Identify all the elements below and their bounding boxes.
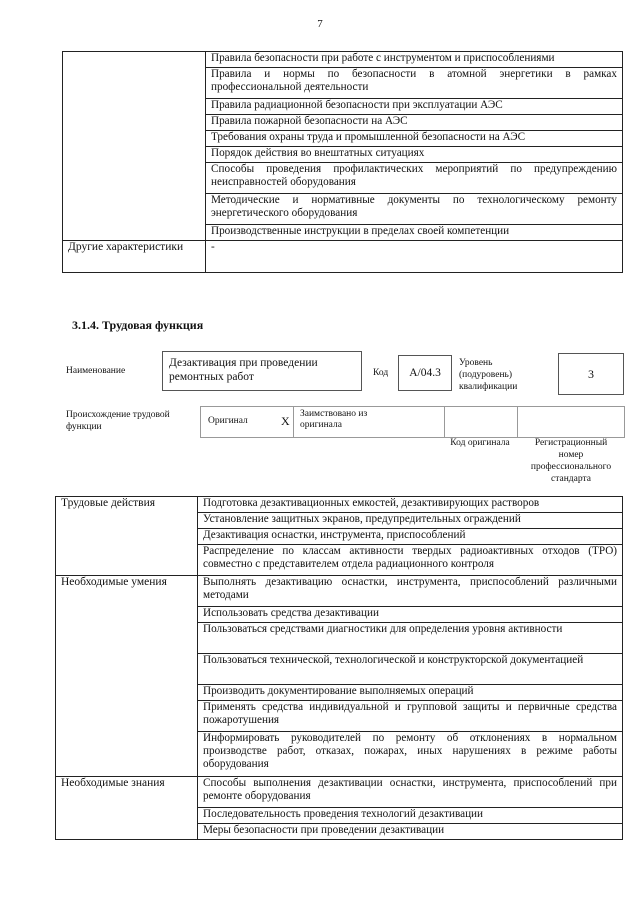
page-number: 7 (317, 18, 323, 30)
knowledge-label: Необходимые знания (56, 777, 198, 840)
original-mark: X (281, 414, 290, 428)
table-row: Порядок действия во внештатных ситуациях (206, 147, 623, 163)
labor-function-table (55, 496, 623, 840)
actions-label: Трудовые действия (56, 497, 198, 576)
table-row: Правила безопасности при работе с инструментом и приспособлениями (206, 52, 623, 68)
table-row: Производить документирование выполняемых операций (198, 685, 623, 701)
table-row: Требования охраны труда и промышленной безопасности на АЭС (206, 131, 623, 147)
table-row: Последовательность проведения технологий дезактивации (198, 808, 623, 824)
function-name-value: Дезактивация при проведении ремонтных работ (169, 357, 318, 383)
skills-label: Необходимые умения (56, 576, 198, 777)
code-label: Код (373, 368, 389, 378)
table-row: Пользоваться технической, технологической и конструкторской документацией (198, 654, 623, 685)
borrowed-box (293, 406, 445, 438)
table-row: Выполнять дезактивацию оснастки, инструмента, приспособлений различными методами (198, 576, 623, 607)
other-characteristics-value: - (206, 241, 623, 273)
original-box (200, 406, 294, 438)
table-row: Способы выполнения дезактивации оснастки, инструмента, приспособлений при ремонте оборудования (198, 777, 623, 808)
function-name-box (162, 351, 362, 391)
table-row: Методические и нормативные документы по технологическому ремонту энергетического оборудования (206, 194, 623, 225)
name-label: Наименование (66, 366, 126, 376)
level-label: Уровень (подуровень) квалификации (459, 358, 518, 392)
other-characteristics-label: Другие характеристики (63, 241, 206, 273)
table-row: Правила радиационной безопасности при эксплуатации АЭС (206, 99, 623, 115)
table-row: Использовать средства дезактивации (198, 607, 623, 623)
table-row: Правила и нормы по безопасности в атомной энергетики в рамках профессиональной деятельности (206, 68, 623, 99)
section-heading: 3.1.4. Трудовая функция (72, 318, 204, 332)
code-original-label: Код оригинала (450, 438, 510, 448)
table-row: Способы проведения профилактических мероприятий по предупреждению неисправностей оборудования (206, 163, 623, 194)
reg-number-label: Регистрационный номер профессионального стандарта (530, 438, 612, 484)
table-row: Дезактивация оснастки, инструмента, приспособлений (198, 529, 623, 545)
table-row: Информировать руководителей по ремонту об отклонениях в нормальном производстве работ, отказах, пожарах, иных нарушениях в режиме работы оборудования (198, 732, 623, 777)
table-row: Распределение по классам активности твердых радиоактивных отходов (ТРО) совместно с представителем отдела радиационного контроля (198, 545, 623, 576)
table-row: Правила пожарной безопасности на АЭС (206, 115, 623, 131)
table-row: Пользоваться средствами диагностики для определения уровня активности (198, 623, 623, 654)
reg-number-box (517, 406, 625, 438)
code-original-box (444, 406, 518, 438)
code-value: A/04.3 (398, 355, 452, 391)
level-value: 3 (558, 353, 624, 395)
table-row: Производственные инструкции в пределах своей компетенции (206, 225, 623, 241)
table-row: Установление защитных экранов, предупредительных ограждений (198, 513, 623, 529)
knowledge-continuation-table (62, 51, 623, 273)
table-row: Меры безопасности при проведении дезактивации (198, 824, 623, 840)
table-row: Подготовка дезактивационных емкостей, дезактивирующих растворов (198, 497, 623, 513)
original-label: Оригинал (208, 416, 248, 426)
table-row: Применять средства индивидуальной и групповой защиты и первичные средства пожаротушения (198, 701, 623, 732)
table-cell-empty (63, 52, 206, 241)
origin-label: Происхождение трудовой функции (66, 410, 170, 432)
borrowed-label: Заимствовано из оригинала (300, 409, 368, 430)
